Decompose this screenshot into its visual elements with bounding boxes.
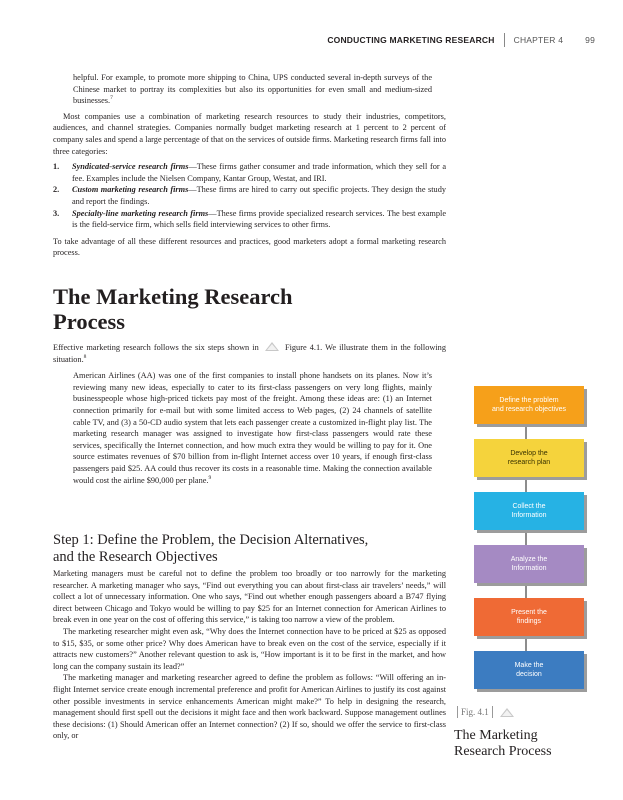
list-item: 2. Custom marketing research firms—These firms are hired to carry out specific projects. They design the study and report the findings.	[53, 185, 446, 206]
flow-step-box	[474, 545, 584, 583]
footnote-ref[interactable]: 8	[83, 353, 87, 360]
closing-paragraph: To take advantage of all these different resources and practices, good marketers adopt a formal marketing research process.	[53, 236, 446, 258]
flow-step-box	[474, 598, 584, 636]
flow-step-box	[474, 439, 584, 477]
header-divider	[504, 33, 505, 47]
running-title: CONDUCTING MARKETING RESEARCH	[327, 35, 495, 45]
footnote-ref[interactable]: 9	[208, 474, 212, 481]
flow-step-box	[474, 386, 584, 424]
body-paragraph: The marketing researcher might even ask, “Why does the Internet connection have to be priced at $25 as opposed to $15, $35, or some other price? Why does American have to break even on the cost of the service, especially if it attracts new customers?” Another relevant question to ask is, “How important is it to be first in the market, and how long can the company sustain its lead?”	[53, 626, 446, 671]
research-process-flowchart	[468, 386, 585, 696]
chapter-label: CHAPTER 4	[513, 35, 564, 45]
flow-step-label: Collect the Information	[511, 503, 547, 519]
list-item: 3. Specialty-line marketing research firms—These firms provide specialized research services. The best example is the field-service firm, which sells field interviewing services to other firms.	[53, 208, 446, 230]
process-section	[53, 342, 446, 486]
figure-title: The Marketing Research Process	[454, 728, 552, 759]
body-paragraph: Marketing managers must be careful not to define the problem too broadly or too narrowly for the marketing researcher. A marketing manager who says, “Find out everything you can about first-class air travelers’ needs,” will collect a lot of unnecessary information. One who says, “Find out whether enough passengers aboard a B747 flying direct between Chicago and Tokyo would be willing to pay $25 for an Internet connection for American Airlines to break even in one year on the cost of offering this service,” is taking too narrow a view of the problem.	[53, 569, 446, 625]
research-firm-list	[53, 161, 446, 231]
step1-body	[53, 568, 446, 742]
lead-paragraph: Effective marketing research follows the six steps shown in Figure 4.1. We illustrate them in the following situation.$^8$	[53, 343, 446, 364]
footnote-ref[interactable]: 7	[110, 95, 113, 102]
figure-label: Fig. 4.1	[454, 706, 604, 718]
list-item: 1. Syndicated-service research firms—These firms gather consumer and trade information, which they sell for a fee. Examples include the Nielsen Company, Kantar Group, Westat, and IRI.	[53, 162, 446, 183]
body-paragraph: The marketing manager and marketing researcher agreed to define the problem as follows: “Will offering an in-flight Internet service create enough incremental preference and profit for American Airlines to justify its cost against other possible investments in service enhancements American might make?” To help in designing the research, management should first spell out the decisions it might face and then work backward. Suppose management outlines these decisions: (1) Should American offer an Internet connection? (2) If so, should we offer the service to first-class only, or	[53, 673, 446, 741]
flow-step-label: Define the problem and research objectives	[492, 397, 566, 413]
flow-step-label: Develop the research plan	[507, 450, 551, 466]
section-heading: The Marketing Research Process	[53, 284, 293, 334]
figure-caption	[454, 706, 604, 760]
flow-step-label: Make the decision	[514, 662, 544, 678]
flow-step-label: Present the findings	[511, 609, 547, 625]
intro-section	[53, 72, 446, 259]
running-header	[327, 33, 595, 47]
flow-step-label: Analyze the Information	[510, 556, 548, 572]
step1-heading: Step 1: Define the Problem, the Decision Alternatives, and the Research Objectives	[53, 532, 369, 565]
figure-link-icon[interactable]	[265, 342, 279, 351]
body-paragraph: Most companies use a combination of marketing research resources to study their industries, competitors, audiences, and channel strategies. Companies normally budget marketing research at 1 percent to 2 percent of company sales and spend a large percentage of that on the services of outside firms. Marketing research firms fall into three categories:	[53, 111, 446, 156]
flow-step-box	[474, 651, 584, 689]
case-study: American Airlines (AA) was one of the first companies to install phone handsets on its planes. Now it’s reviewing many new ideas, especially to cater to its first-class passengers on very long flights, mainly businesspeople whose high-priced tickets pay most of the freight. Among these ideas are: (1) an Internet connection primarily for e-mail but with some limited access to Web pages, (2) 24 channels of satellite cable TV, and (3) a 50-CD audio system that lets each passenger create a customized in-flight play list. The marketing research manager was assigned to investigate how first-class passengers would rate these services, specifically the Internet connection, and how much extra they would be willing to pay for it. One source estimates revenues of $70 billion from in-flight Internet access over 10 years, if enough first-class passengers paid $25. AA could thus recover its costs in a reasonable time. Making the connection available would cost the airline $90,000 per plane.$^9$	[73, 371, 432, 485]
continued-quote: helpful. For example, to promote more shipping to China, UPS conducted several in-depth surveys of the Chinese market to portray its complexities but also its opportunities for even small and medium-sized businesses.$^7$	[73, 73, 432, 106]
flow-step-box	[474, 492, 584, 530]
figure-link-icon[interactable]	[500, 708, 514, 717]
page-number: 99	[585, 35, 595, 45]
